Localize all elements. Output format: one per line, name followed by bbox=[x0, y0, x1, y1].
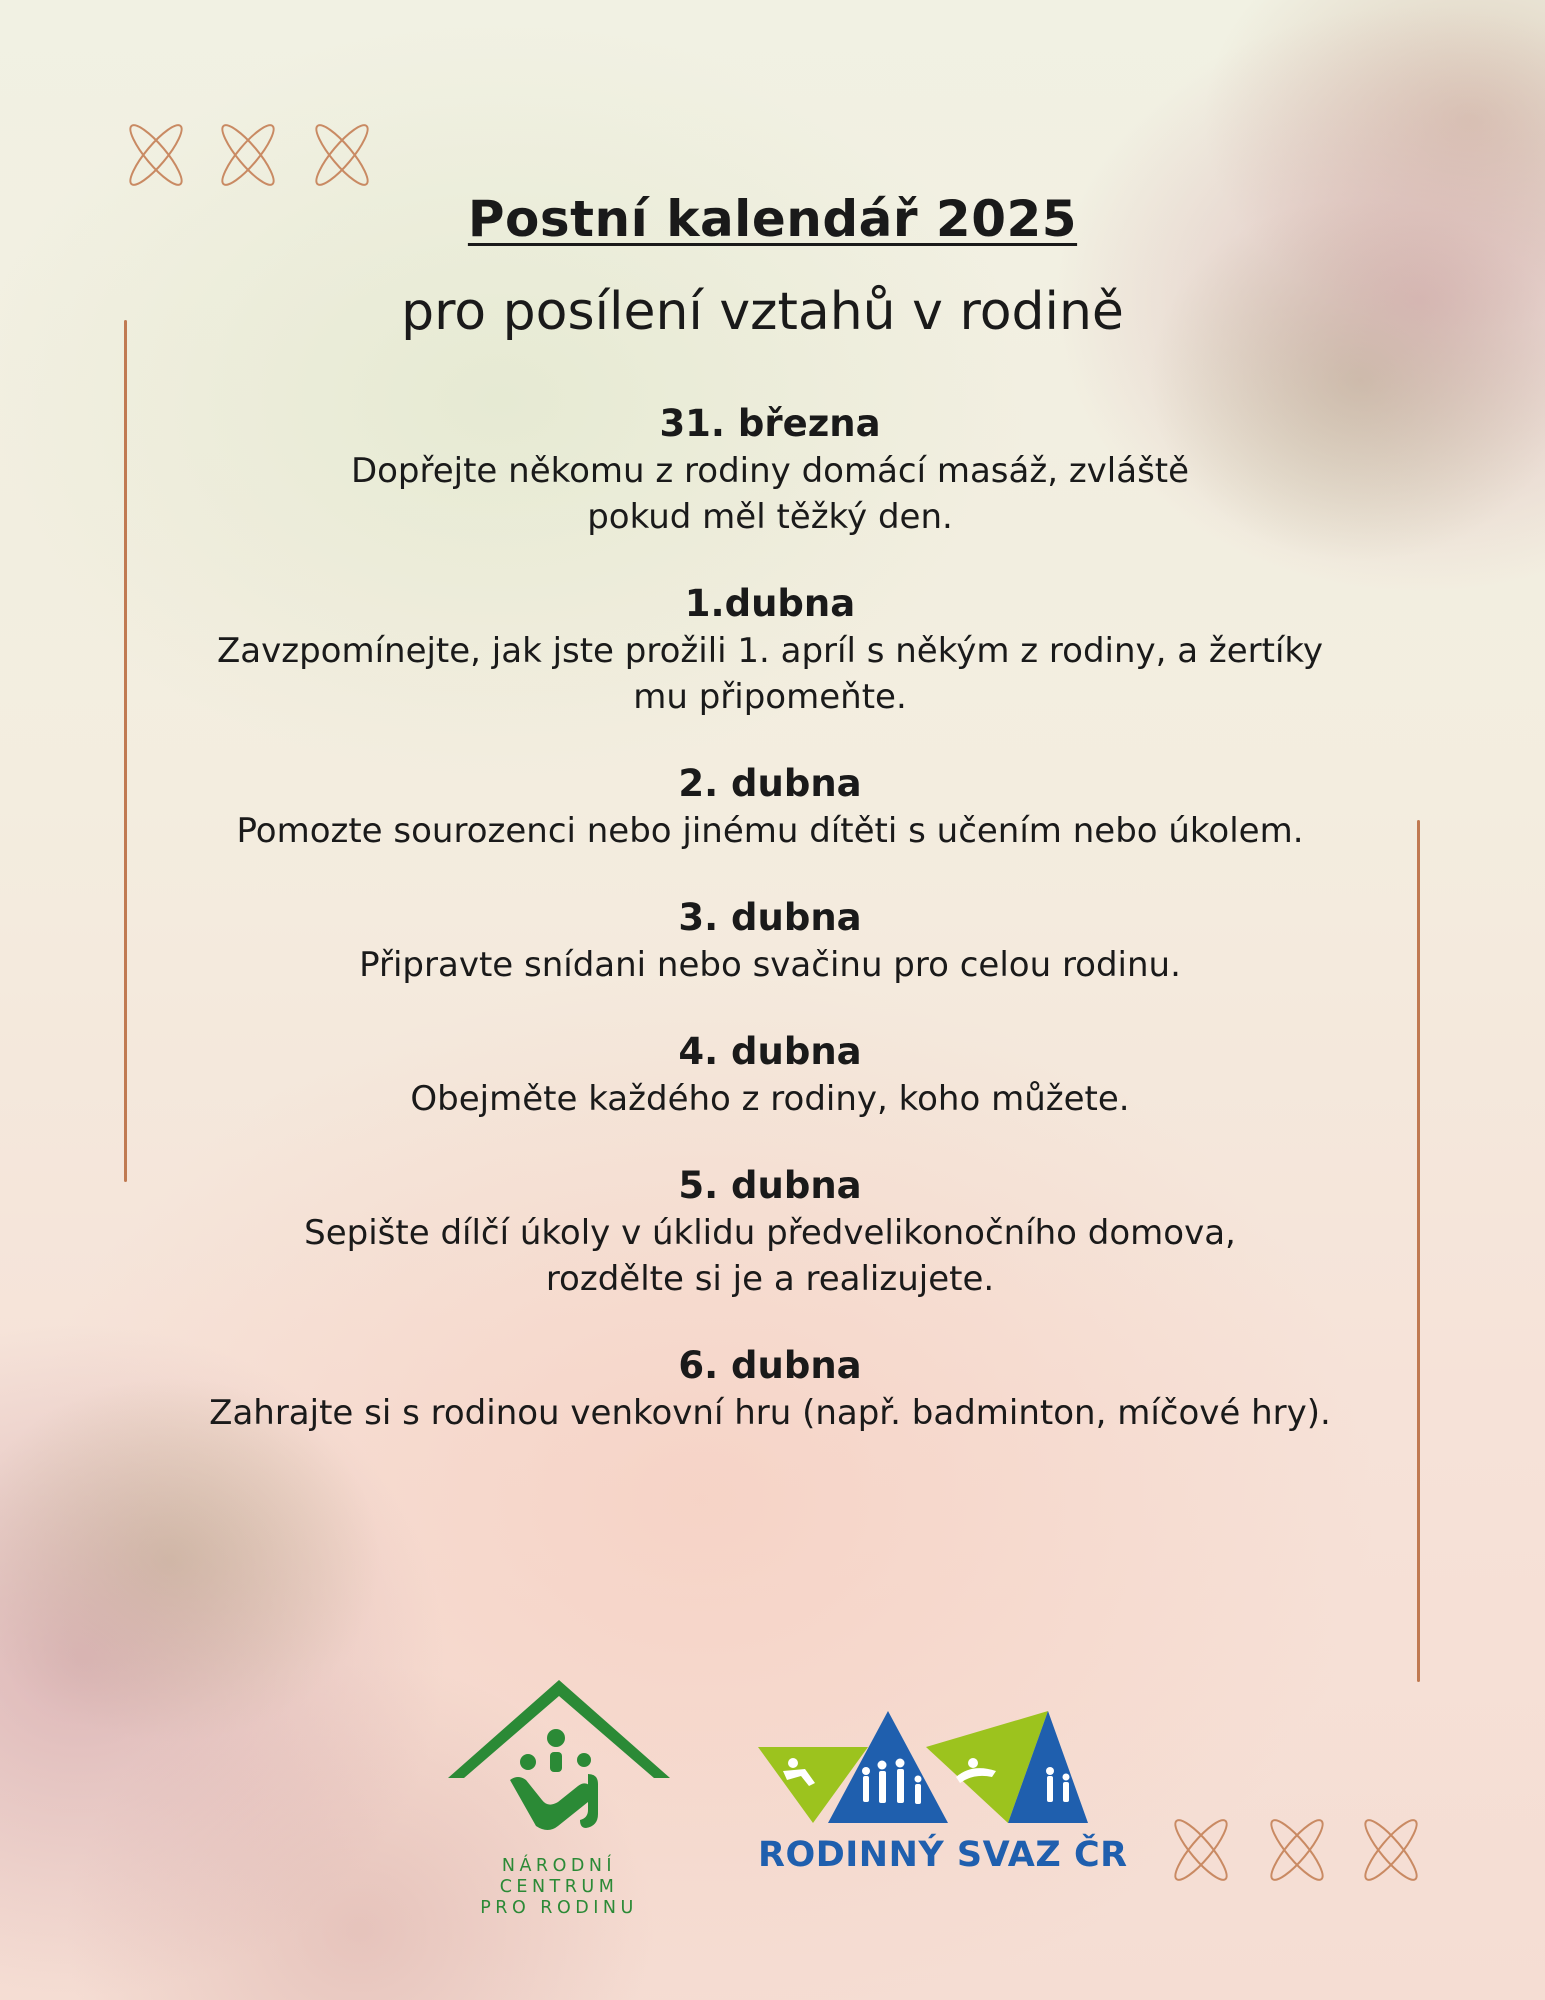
rodinny-svaz-name: RODINNÝ SVAZ ČR bbox=[758, 1835, 1128, 1875]
entry-date: 3. dubna bbox=[678, 896, 862, 939]
house-family-logo bbox=[448, 1680, 670, 1840]
entry-date: 31. března bbox=[659, 402, 881, 445]
calendar-entry bbox=[150, 400, 1390, 540]
entry-text: Připravte snídani nebo svačinu pro celou rodinu. bbox=[359, 945, 1181, 985]
calendar-entry bbox=[150, 1162, 1390, 1302]
entry-date: 2. dubna bbox=[678, 762, 862, 805]
entry-text: Obejměte každého z rodiny, koho můžete. bbox=[410, 1079, 1130, 1119]
page-title: Postní kalendář 2025 bbox=[467, 190, 1078, 248]
page-subtitle: pro posílení vztahů v rodině bbox=[401, 282, 1124, 342]
calendar-entry bbox=[150, 1342, 1390, 1436]
entry-date: 1.dubna bbox=[684, 582, 856, 625]
entry-text: Pomozte sourozenci nebo jinému dítěti s učením nebo úkolem. bbox=[236, 811, 1304, 851]
calendar-entry bbox=[150, 1028, 1390, 1122]
entry-text: Sepište dílčí úkoly v úklidu předvelikonočního domova, rozdělte si je a realizujete. bbox=[304, 1213, 1236, 1299]
entry-date: 5. dubna bbox=[678, 1164, 862, 1207]
triangles-family-logo bbox=[758, 1705, 1093, 1825]
x-ornaments-bottom bbox=[1165, 1810, 1430, 1890]
ncpr-logo-line2: CENTRUM bbox=[499, 1877, 619, 1897]
right-accent-rule bbox=[1417, 820, 1420, 1682]
left-accent-rule bbox=[124, 320, 127, 1182]
calendar-entry bbox=[150, 894, 1390, 988]
rodinny-svaz-logo bbox=[758, 1705, 1128, 1875]
calendar-entry bbox=[150, 580, 1390, 720]
ncpr-logo-line3: PRO RODINU bbox=[480, 1898, 638, 1918]
ncpr-logo bbox=[448, 1680, 670, 1919]
entry-text: Dopřejte někomu z rodiny domácí masáž, zvláště pokud měl těžký den. bbox=[350, 451, 1190, 537]
calendar-entries bbox=[150, 400, 1390, 1476]
x-ornaments-top bbox=[120, 115, 380, 195]
entry-date: 4. dubna bbox=[678, 1030, 862, 1073]
entry-date: 6. dubna bbox=[678, 1344, 862, 1387]
calendar-entry bbox=[150, 760, 1390, 854]
ncpr-logo-line1: NÁRODNÍ bbox=[501, 1856, 617, 1876]
entry-text: Zahrajte si s rodinou venkovní hru (např. badminton, míčové hry). bbox=[209, 1393, 1331, 1433]
entry-text: Zavzpomínejte, jak jste prožili 1. apríl s někým z rodiny, a žertíky mu připomeňte. bbox=[216, 631, 1324, 717]
